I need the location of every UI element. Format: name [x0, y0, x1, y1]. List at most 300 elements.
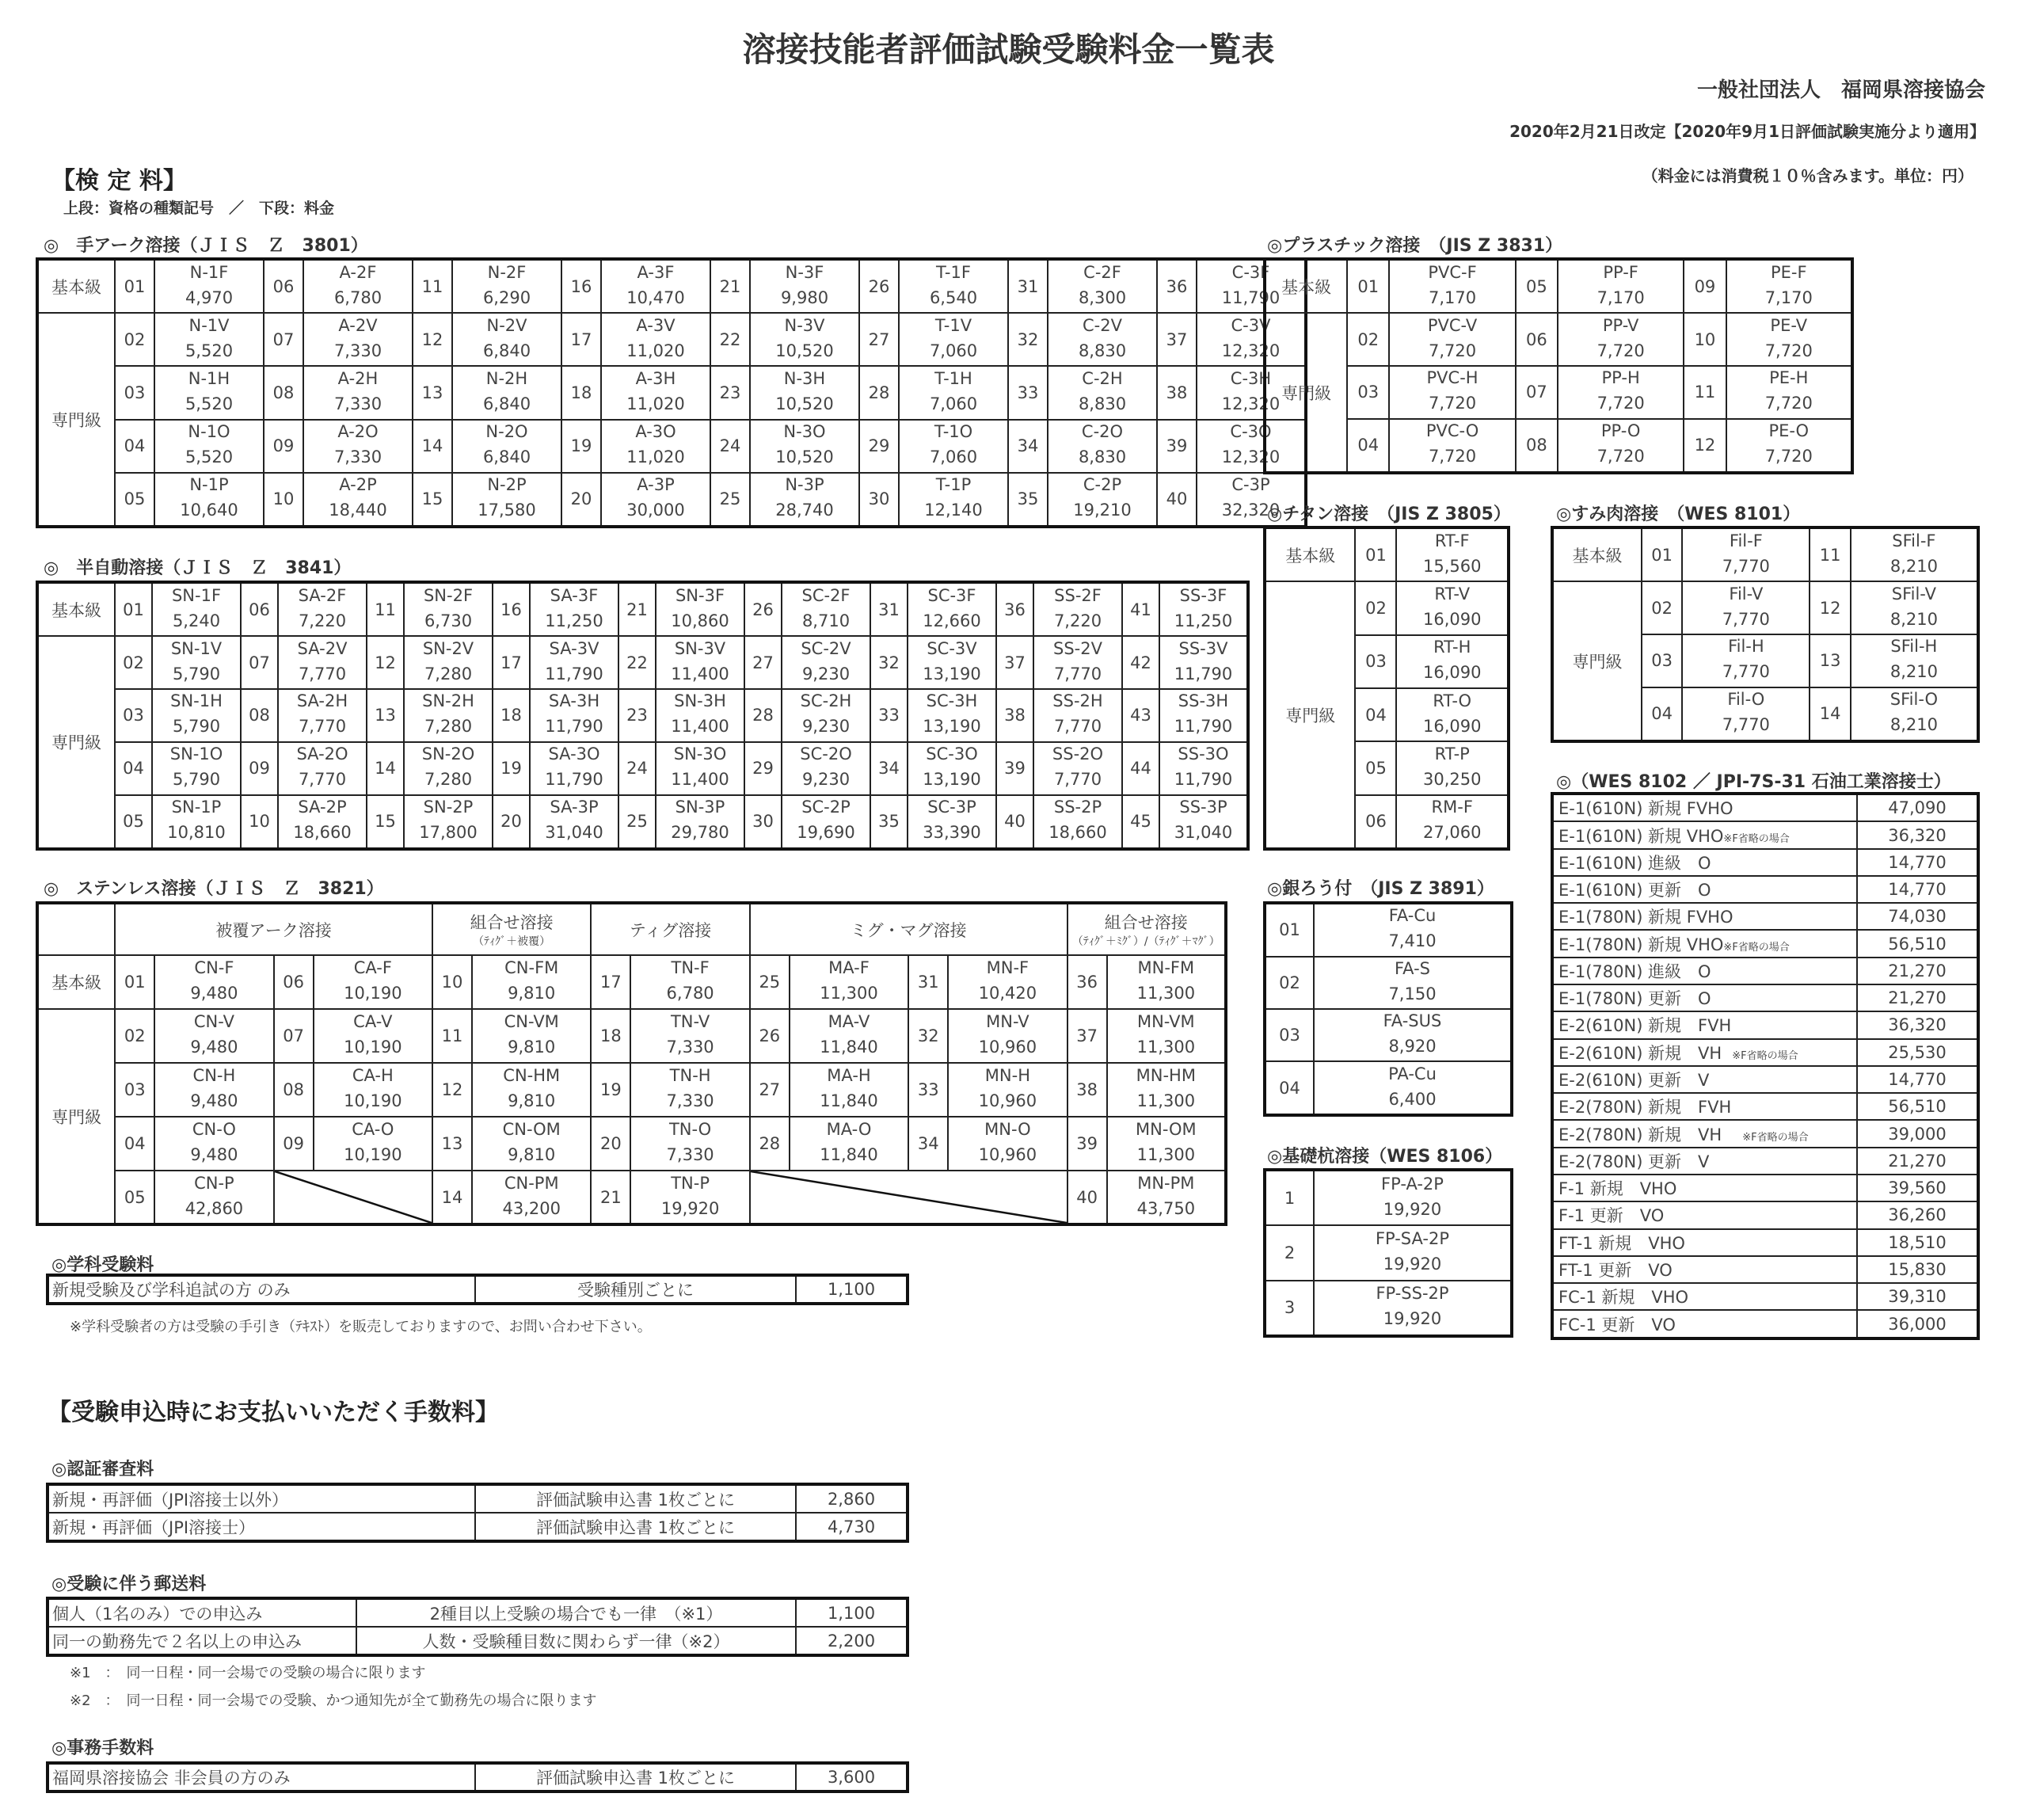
- test-fee: 11,300: [1136, 984, 1196, 1003]
- test-code: C-3H: [1230, 368, 1272, 388]
- test-fee: 11,790: [545, 770, 603, 790]
- test-fee: 5,520: [185, 341, 234, 360]
- test-fee: 32,320: [1221, 501, 1281, 520]
- item-number: 22: [710, 313, 750, 366]
- fees-heading: 【受験申込時にお支払いいただく手数料】: [48, 1399, 499, 1426]
- wes-table: [1551, 792, 1980, 1340]
- test-fee: 11,840: [820, 1091, 878, 1110]
- test-cell: [750, 366, 859, 419]
- wes-row: [1552, 1066, 1978, 1093]
- test-fee: 43,200: [502, 1198, 561, 1218]
- item-number: 10: [264, 473, 303, 527]
- item-number: 04: [1355, 688, 1396, 741]
- test-fee: 9,480: [190, 1038, 238, 1057]
- test-fee: 10,190: [344, 1091, 402, 1110]
- test-fee: 9,810: [508, 1038, 556, 1057]
- test-code: FP-SA-2P: [1375, 1228, 1450, 1248]
- item-number: 33: [908, 1063, 948, 1117]
- test-code: PE-H: [1769, 368, 1809, 388]
- item-number: 03: [115, 366, 154, 419]
- item-number: 41: [1122, 582, 1159, 636]
- test-cell: [152, 742, 241, 795]
- level-pro: 専門級: [37, 313, 115, 527]
- test-cell: [948, 955, 1067, 1009]
- test-fee: 9,230: [801, 664, 851, 683]
- test-fee: 7,410: [1388, 931, 1437, 951]
- item-number: 03: [1642, 634, 1682, 687]
- test-fee: 18,660: [293, 823, 352, 843]
- test-code: TN-H: [669, 1066, 711, 1085]
- test-cell: [1033, 795, 1122, 849]
- item-number: 28: [750, 1117, 790, 1171]
- test-code: MA-F: [828, 958, 870, 977]
- test-code: SS-3V: [1178, 638, 1228, 658]
- fee-unit: 評価試験申込書 1枚ごとに: [475, 1484, 796, 1513]
- test-code: SS-3O: [1178, 744, 1229, 764]
- test-code: SFil-F: [1892, 531, 1936, 550]
- test-code: CN-HM: [503, 1066, 561, 1085]
- test-fee: 6,400: [1388, 1089, 1437, 1109]
- wes-note: ※F省略の場合: [1722, 1131, 1809, 1144]
- wes-row: [1552, 903, 1978, 930]
- test-fee: 7,770: [1722, 715, 1770, 735]
- test-cell: [1726, 366, 1853, 419]
- wes-row: [1552, 984, 1978, 1011]
- table-row: [37, 636, 1248, 689]
- wes-price: 56,510: [1857, 1093, 1978, 1120]
- table-row: [37, 689, 1248, 742]
- test-code: SC-3O: [926, 744, 978, 764]
- test-cell: [1851, 634, 1978, 687]
- wes-label: E-2(780N) 更新 V: [1558, 1152, 1710, 1171]
- test-cell: [1314, 957, 1512, 1009]
- item-number: 06: [274, 955, 314, 1009]
- test-code: SN-1O: [169, 744, 223, 764]
- wes-label: E-1(610N) 新規 VHO: [1558, 826, 1724, 846]
- test-cell: [1396, 688, 1509, 741]
- test-code: Fil-H: [1728, 637, 1764, 657]
- test-cell: [472, 1009, 591, 1063]
- test-fee: 12,320: [1221, 341, 1281, 360]
- test-code: PVC-F: [1428, 262, 1477, 282]
- test-cell: [630, 1009, 749, 1063]
- table-row: [1265, 527, 1509, 581]
- academic-table: [46, 1274, 909, 1305]
- test-code: SA-3H: [548, 691, 600, 711]
- wes-row: [1552, 1201, 1978, 1228]
- fee-description: 新規受験及び学科追試の方 のみ: [48, 1275, 475, 1304]
- test-fee: 5,240: [172, 611, 221, 630]
- test-code: SA-2O: [296, 744, 348, 764]
- item-number: 38: [996, 689, 1033, 742]
- item-number: 32: [870, 636, 908, 689]
- test-fee: 7,770: [1722, 609, 1770, 629]
- item-number: 09: [1684, 259, 1726, 313]
- test-cell: [278, 582, 367, 636]
- table-row: [37, 742, 1248, 795]
- item-number: 1: [1265, 1170, 1314, 1225]
- test-code: N-2H: [485, 368, 528, 388]
- item-number: 11: [432, 1009, 472, 1063]
- test-code: SN-3F: [675, 585, 725, 605]
- test-fee: 11,790: [545, 664, 603, 683]
- test-code: SC-2V: [801, 638, 851, 658]
- item-number: 45: [1122, 795, 1159, 849]
- wes-row: [1552, 1148, 1978, 1175]
- test-cell: [899, 366, 1008, 419]
- item-number: 33: [870, 689, 908, 742]
- fee-price: 3,600: [796, 1763, 908, 1791]
- test-code: MN-H: [984, 1066, 1030, 1085]
- test-cell: [404, 742, 493, 795]
- test-cell: [1159, 689, 1248, 742]
- item-number: 12: [367, 636, 404, 689]
- test-cell: [278, 795, 367, 849]
- test-cell: [154, 313, 264, 366]
- test-cell: [1726, 419, 1853, 473]
- test-fee: 42,860: [185, 1198, 244, 1218]
- test-cell: [1682, 581, 1810, 634]
- item-number: 25: [618, 795, 656, 849]
- test-code: SN-2O: [421, 744, 475, 764]
- test-fee: 10,810: [167, 823, 226, 843]
- test-cell: [656, 742, 744, 795]
- wes-price: 56,510: [1857, 930, 1978, 957]
- fee-row: [48, 1627, 908, 1655]
- fee-description: 新規・再評価（JPI溶接士以外）: [48, 1484, 475, 1513]
- test-fee: 33,390: [923, 823, 981, 843]
- test-code: A-2H: [337, 368, 379, 388]
- test-cell: [1159, 582, 1248, 636]
- item-number: 26: [750, 1009, 790, 1063]
- fee-row: [48, 1275, 908, 1304]
- test-code: MN-FM: [1137, 958, 1195, 977]
- fee-description: 福岡県溶接協会 非会員の方のみ: [48, 1763, 475, 1791]
- wes-label: F-1 更新 VO: [1558, 1206, 1665, 1226]
- test-fee: 7,720: [1428, 341, 1477, 360]
- test-code: PVC-H: [1426, 368, 1478, 388]
- table-row: [1265, 419, 1852, 473]
- item-number: 21: [618, 582, 656, 636]
- test-fee: 11,300: [1136, 1145, 1196, 1164]
- test-fee: 11,790: [1174, 717, 1233, 737]
- test-fee: 7,060: [929, 341, 978, 360]
- test-code: SN-1P: [171, 798, 222, 817]
- wes-qualification: [1552, 849, 1857, 876]
- test-code: SS-2V: [1053, 638, 1102, 658]
- item-number: 08: [274, 1063, 314, 1117]
- item-number: 34: [908, 1117, 948, 1171]
- test-code: SC-2F: [801, 585, 851, 605]
- test-code: RT-H: [1433, 638, 1471, 657]
- wes-qualification: [1552, 958, 1857, 984]
- item-number: 02: [115, 636, 152, 689]
- test-fee: 18,440: [329, 501, 387, 520]
- test-fee: 8,920: [1388, 1037, 1437, 1057]
- fee-row: [48, 1763, 908, 1791]
- test-cell: [656, 795, 744, 849]
- test-cell: [1726, 313, 1853, 366]
- item-number: 28: [859, 366, 899, 419]
- item-number: 07: [1516, 366, 1558, 419]
- test-fee: 6,730: [424, 611, 473, 630]
- test-cell: [530, 795, 618, 849]
- item-number: 33: [1008, 366, 1048, 419]
- item-number: 19: [561, 420, 601, 473]
- test-code: A-3F: [637, 262, 675, 282]
- test-code: TN-V: [670, 1012, 710, 1031]
- wes-price: 39,000: [1857, 1120, 1978, 1147]
- table-row: [37, 473, 1306, 527]
- wes-qualification: [1552, 876, 1857, 903]
- test-code: SN-1F: [171, 585, 222, 605]
- test-fee: 11,300: [820, 984, 878, 1003]
- test-fee: 7,330: [666, 1038, 714, 1057]
- item-number: 20: [493, 795, 530, 849]
- test-cell: [782, 742, 870, 795]
- manual-arc-table: [36, 257, 1307, 528]
- test-cell: [1314, 1009, 1512, 1061]
- item-number: 11: [1684, 366, 1726, 419]
- test-code: CN-O: [192, 1120, 236, 1139]
- test-code: CA-V: [353, 1012, 393, 1031]
- test-code: SC-3P: [927, 798, 976, 817]
- test-code: CA-H: [352, 1066, 394, 1085]
- test-fee: 4,970: [185, 287, 234, 307]
- test-code: MN-F: [986, 958, 1029, 977]
- test-fee: 10,960: [978, 1145, 1037, 1164]
- item-number: 31: [1008, 259, 1048, 313]
- test-cell: [790, 955, 908, 1009]
- test-fee: 7,770: [298, 770, 347, 790]
- wes-row: [1552, 1310, 1978, 1338]
- postage-title: ◎受験に伴う郵送料: [51, 1574, 207, 1594]
- pile-title: ◎基礎杭溶接（WES 8106）: [1267, 1147, 1503, 1167]
- item-number: 06: [1516, 313, 1558, 366]
- test-cell: [278, 636, 367, 689]
- wes-title: ◎（WES 8102 ／ JPI-7S-31 石油工業溶接士）: [1556, 772, 1951, 792]
- wes-label: E-1(610N) 進級 O: [1558, 853, 1711, 873]
- test-cell: [154, 366, 264, 419]
- item-number: 02: [115, 313, 154, 366]
- test-code: SN-3O: [673, 744, 727, 764]
- test-code: SN-2V: [422, 638, 474, 658]
- item-number: 40: [1067, 1171, 1107, 1224]
- test-fee: 7,770: [1053, 770, 1102, 790]
- test-cell: [656, 689, 744, 742]
- item-number: 39: [1157, 420, 1197, 473]
- test-code: FA-Cu: [1388, 906, 1437, 926]
- test-cell: [782, 795, 870, 849]
- item-number: 11: [367, 582, 404, 636]
- test-cell: [152, 582, 241, 636]
- fee-description: 個人（1名のみ）での申込み: [48, 1598, 356, 1627]
- item-number: 15: [413, 473, 452, 527]
- test-fee: 13,190: [923, 770, 981, 790]
- test-fee: 11,840: [820, 1038, 878, 1057]
- test-code: CN-VM: [504, 1012, 559, 1031]
- test-code: SA-3P: [550, 798, 599, 817]
- table-row: [37, 955, 1226, 1009]
- wes-row: [1552, 958, 1978, 984]
- wes-qualification: [1552, 1229, 1857, 1256]
- wes-label: FT-1 新規 VHO: [1558, 1233, 1685, 1253]
- test-fee: 13,190: [923, 717, 981, 737]
- item-number: 27: [750, 1063, 790, 1117]
- item-number: 38: [1157, 366, 1197, 419]
- plastic-table: [1263, 257, 1854, 474]
- test-cell: [314, 1009, 432, 1063]
- test-fee: 7,770: [298, 664, 347, 683]
- wes-price: 25,530: [1857, 1039, 1978, 1066]
- table-row: [37, 1171, 1226, 1224]
- test-code: T-1V: [934, 315, 972, 335]
- test-fee: 7,720: [1596, 394, 1645, 413]
- item-number: 19: [591, 1063, 630, 1117]
- test-cell: [472, 955, 591, 1009]
- test-cell: [1389, 419, 1515, 473]
- brazing-table: [1263, 901, 1513, 1117]
- test-code: N-1F: [189, 262, 229, 282]
- item-number: 36: [1157, 259, 1197, 313]
- test-fee: 9,230: [801, 717, 851, 737]
- test-fee: 7,770: [1722, 662, 1770, 682]
- test-fee: 10,860: [671, 611, 729, 630]
- item-number: 11: [1810, 527, 1850, 581]
- test-code: SA-2F: [298, 585, 347, 605]
- cert-table: [46, 1483, 909, 1543]
- test-cell: [1159, 636, 1248, 689]
- test-fee: 7,280: [424, 717, 473, 737]
- test-cell: [790, 1117, 908, 1171]
- wes-price: 74,030: [1857, 903, 1978, 930]
- wes-row: [1552, 1175, 1978, 1201]
- item-number: 02: [1347, 313, 1389, 366]
- item-number: 04: [115, 1117, 154, 1171]
- test-cell: [404, 636, 493, 689]
- test-fee: 11,790: [1174, 770, 1233, 790]
- wes-qualification: [1552, 930, 1857, 957]
- item-number: 36: [996, 582, 1033, 636]
- test-code: Fil-V: [1729, 584, 1764, 603]
- wes-qualification: [1552, 984, 1857, 1011]
- test-code: PP-H: [1601, 368, 1640, 388]
- test-code: PVC-V: [1427, 315, 1478, 335]
- item-number: 01: [1265, 903, 1314, 957]
- wes-qualification: [1552, 1201, 1857, 1228]
- test-cell: [1396, 581, 1509, 634]
- test-code: N-2P: [487, 475, 527, 495]
- item-number: 12: [1684, 419, 1726, 473]
- item-number: 12: [1810, 581, 1850, 634]
- test-code: MN-HM: [1136, 1066, 1196, 1085]
- test-fee: 10,470: [626, 287, 685, 307]
- test-fee: 19,920: [1383, 1254, 1442, 1274]
- wes-qualification: [1552, 821, 1857, 848]
- item-number: 3: [1265, 1281, 1314, 1336]
- item-number: 29: [744, 742, 782, 795]
- test-fee: 7,220: [298, 611, 347, 630]
- wes-label: E-1(610N) 新規 FVHO: [1558, 799, 1733, 819]
- item-number: 28: [744, 689, 782, 742]
- test-code: C-2H: [1082, 368, 1123, 388]
- wes-label: FC-1 新規 VHO: [1558, 1288, 1689, 1308]
- test-cell: [782, 582, 870, 636]
- test-code: C-3O: [1230, 422, 1272, 442]
- item-number: 24: [710, 420, 750, 473]
- test-code: SA-3F: [550, 585, 599, 605]
- fee-unit: 評価試験申込書 1枚ごとに: [475, 1763, 796, 1791]
- test-fee: 10,190: [344, 1038, 402, 1057]
- test-code: Fil-O: [1727, 690, 1765, 710]
- test-cell: [530, 689, 618, 742]
- test-cell: [1314, 1281, 1512, 1336]
- test-fee: 11,300: [1136, 1038, 1196, 1057]
- test-cell: [630, 1117, 749, 1171]
- test-cell: [1048, 313, 1157, 366]
- wes-price: 14,770: [1857, 1066, 1978, 1093]
- item-number: 04: [115, 420, 154, 473]
- wes-row: [1552, 1120, 1978, 1147]
- fee-price: 1,100: [796, 1598, 908, 1627]
- test-cell: [1558, 259, 1684, 313]
- item-number: 32: [1008, 313, 1048, 366]
- test-code: A-3V: [636, 315, 676, 335]
- item-number: 29: [859, 420, 899, 473]
- item-number: 26: [859, 259, 899, 313]
- test-code: FA-SUS: [1383, 1011, 1442, 1031]
- item-number: 07: [264, 313, 303, 366]
- test-fee: 9,810: [508, 984, 556, 1003]
- test-code: CA-O: [352, 1120, 394, 1139]
- test-cell: [314, 1117, 432, 1171]
- empty-slash-cell: [750, 1171, 1067, 1224]
- corner-cell: [37, 903, 115, 955]
- test-code: RT-P: [1434, 744, 1470, 763]
- wes-price: 39,560: [1857, 1175, 1978, 1201]
- semi-auto-title: ◎ 半自動溶接（ＪＩＳ Ｚ 3841）: [44, 558, 352, 578]
- item-number: 25: [710, 473, 750, 527]
- item-number: 09: [264, 420, 303, 473]
- wes-label: FC-1 更新 VO: [1558, 1315, 1676, 1335]
- wes-row: [1552, 1093, 1978, 1120]
- test-code: PP-O: [1600, 421, 1641, 441]
- test-fee: 7,720: [1596, 341, 1645, 360]
- item-number: 14: [432, 1171, 472, 1224]
- test-code: SN-3V: [674, 638, 726, 658]
- fee-unit: 受験種別ごとに: [475, 1275, 796, 1304]
- item-number: 17: [493, 636, 530, 689]
- item-number: 08: [264, 366, 303, 419]
- postage-note-1: ※1 ： 同一日程・同一会場での受験の場合に限ります: [70, 1665, 426, 1681]
- test-cell: [1107, 955, 1226, 1009]
- test-fee: 19,690: [797, 823, 855, 843]
- test-code: CN-V: [193, 1012, 234, 1031]
- item-number: 16: [561, 259, 601, 313]
- test-code: CN-P: [194, 1173, 234, 1193]
- test-fee: 7,330: [333, 394, 382, 413]
- header-combination-tig-covered: 組合せ溶接 （ﾃｨｸﾞ＋被覆）: [432, 903, 591, 955]
- test-fee: 19,920: [660, 1198, 720, 1218]
- test-fee: 18,660: [1048, 823, 1107, 843]
- test-code: SC-3H: [926, 691, 978, 711]
- item-number: 34: [870, 742, 908, 795]
- wes-price: 39,310: [1857, 1283, 1978, 1310]
- test-fee: 6,540: [929, 287, 978, 307]
- test-fee: 8,210: [1890, 662, 1938, 682]
- header-tig: ティグ溶接: [591, 903, 749, 955]
- item-number: 02: [1642, 581, 1682, 634]
